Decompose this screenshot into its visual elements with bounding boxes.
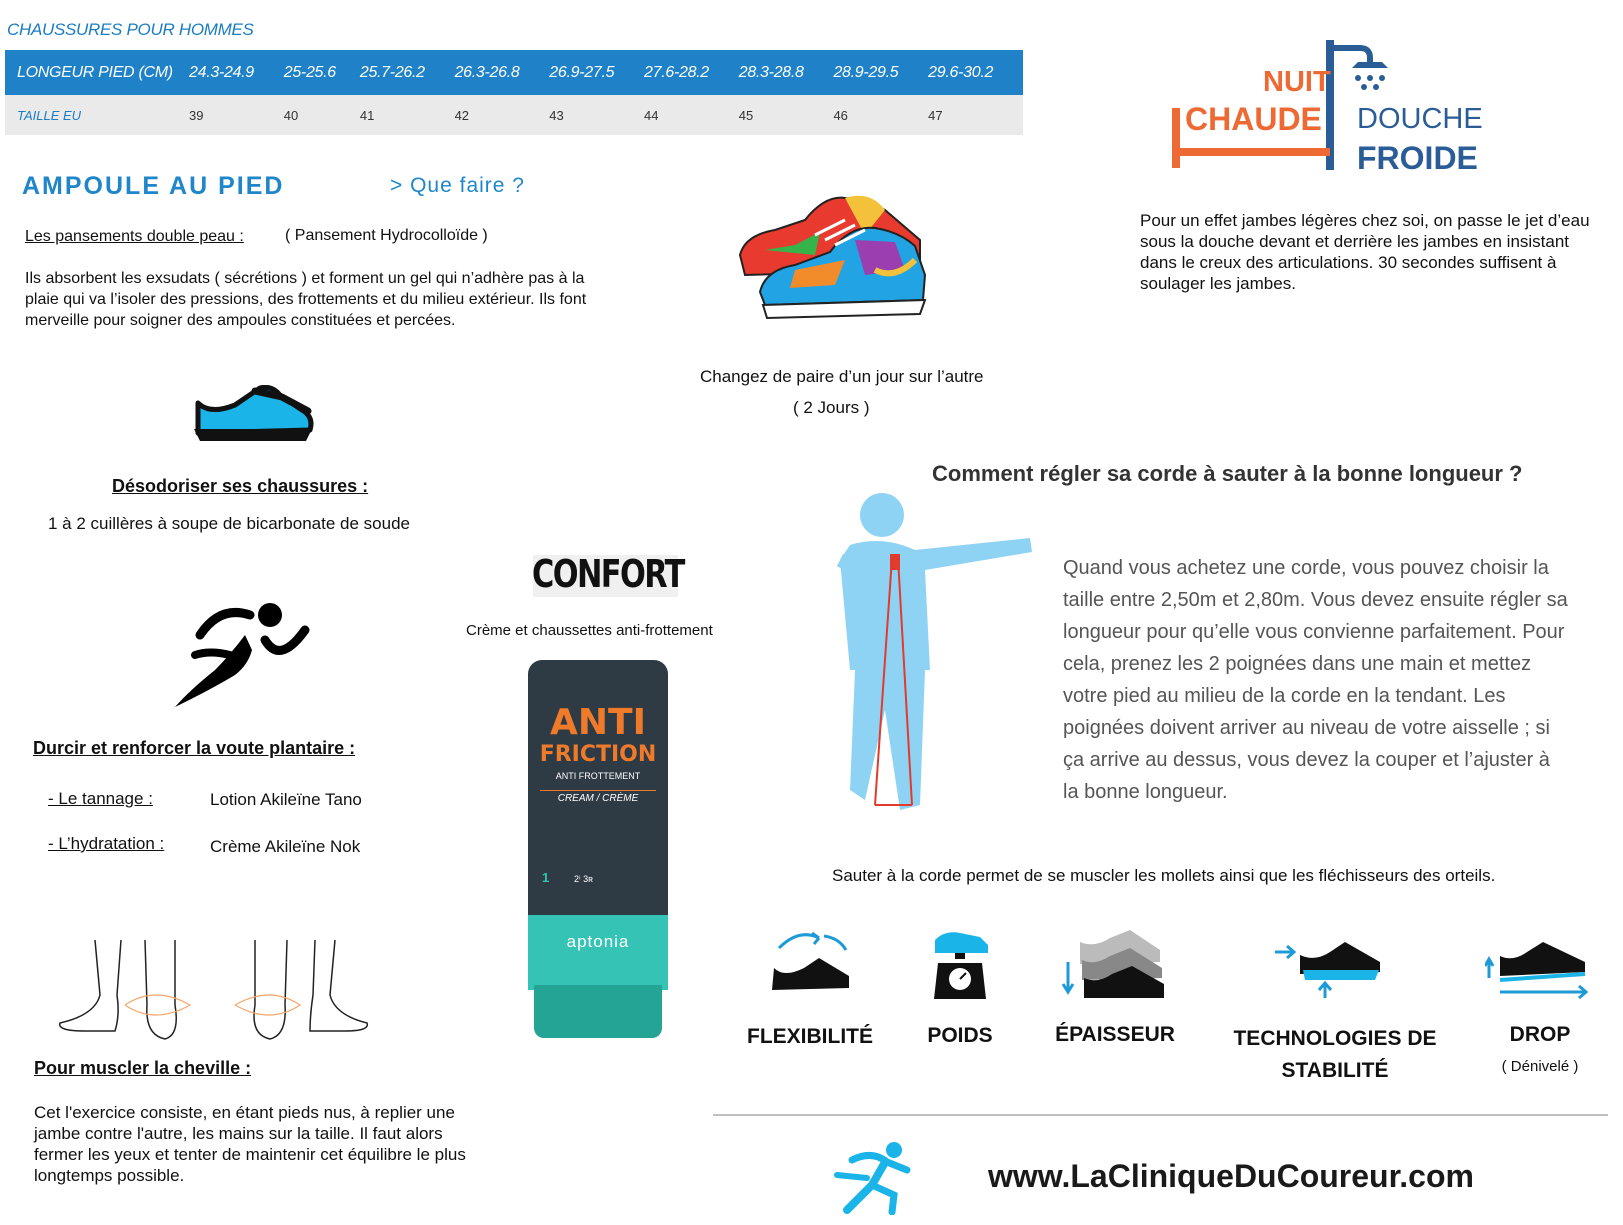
eu-size-cell: 41 bbox=[360, 95, 455, 135]
logo-froide-text: FROIDE bbox=[1357, 140, 1478, 176]
blister-subheading: > Que faire ? bbox=[390, 174, 525, 197]
size-chart-header-row bbox=[5, 50, 1023, 95]
size-chart-row-label: TAILLE EU bbox=[5, 95, 189, 135]
logo-chaude-text: CHAUDE bbox=[1185, 101, 1322, 137]
arch-item-label: - Le tannage : bbox=[48, 789, 153, 808]
foot-length-cell: 27.6-28.2 bbox=[644, 50, 739, 95]
jump-rope-figure-illustration bbox=[830, 490, 1035, 825]
foot-length-cell: 25.7-26.2 bbox=[360, 50, 455, 95]
shower-text: Pour un effet jambes légères chez soi, on passe le jet d’eau sous la douche devant et derrière les jambes en insistant dans le creux des articulations. 30 secondes suffisent à soulager les jambes. bbox=[1140, 211, 1590, 293]
eu-size-cell: 42 bbox=[455, 95, 550, 135]
feature-drop-label: DROP bbox=[1509, 1023, 1571, 1046]
feature-weight-label: POIDS bbox=[927, 1024, 993, 1047]
tube-badge-sub: 2ⁱ 3ʀ bbox=[574, 874, 593, 884]
shoe-rotation-line2: ( 2 Jours ) bbox=[793, 398, 870, 417]
eu-size-cell: 39 bbox=[189, 95, 284, 135]
eu-size-cell: 46 bbox=[833, 95, 928, 135]
eu-size-cell: 44 bbox=[644, 95, 739, 135]
confort-subtitle: Crème et chaussettes anti-frottement bbox=[466, 622, 713, 639]
size-chart-table bbox=[5, 50, 1023, 135]
foot-length-cell: 29.6-30.2 bbox=[928, 50, 1023, 95]
arch-item-value: Lotion Akileïne Tano bbox=[210, 790, 362, 809]
logo-nuit-text: NUIT bbox=[1263, 66, 1331, 98]
tube-cream-text: CREAM / CRÈME bbox=[557, 793, 639, 804]
stability-icon bbox=[1275, 930, 1390, 1000]
foot-length-cell: 26.3-26.8 bbox=[455, 50, 550, 95]
anti-friction-cream-tube bbox=[528, 660, 668, 1038]
footer-divider bbox=[713, 1114, 1608, 1116]
rope-note: Sauter à la corde permet de se muscler les mollets ainsi que les fléchisseurs des orteils. bbox=[832, 866, 1496, 885]
bandage-label: Les pansements double peau : bbox=[25, 228, 244, 245]
feature-flexibility-label: FLEXIBILITÉ bbox=[747, 1025, 873, 1048]
foot-length-cell: 24.3-24.9 bbox=[189, 50, 284, 95]
drop-icon bbox=[1485, 938, 1590, 1000]
runner-blue-icon bbox=[832, 1140, 917, 1215]
ankle-exercise-illustration bbox=[55, 935, 375, 1045]
eu-size-cell: 40 bbox=[284, 95, 360, 135]
runner-pictogram-icon bbox=[170, 595, 315, 715]
arch-item-label: - L’hydratation : bbox=[48, 834, 165, 853]
weight-icon bbox=[930, 925, 990, 1003]
website-url[interactable]: www.LaCliniqueDuCoureur.com bbox=[988, 1158, 1474, 1194]
blister-heading: AMPOULE AU PIED bbox=[22, 172, 285, 200]
arch-title: Durcir et renforcer la voute plantaire : bbox=[33, 738, 356, 758]
eu-size-cell: 47 bbox=[928, 95, 1023, 135]
bandage-note: ( Pansement Hydrocolloïde ) bbox=[285, 227, 488, 244]
thickness-icon bbox=[1060, 922, 1170, 1000]
tube-friction-text: FRICTION bbox=[539, 742, 657, 767]
foot-length-cell: 28.3-28.8 bbox=[739, 50, 834, 95]
tube-badge: 1 bbox=[542, 870, 550, 885]
rope-title: Comment régler sa corde à sauter à la bonne longueur ? bbox=[932, 461, 1523, 486]
rope-text: Quand vous achetez une corde, vous pouvez choisir la taille entre 2,50m et 2,80m. Vous devez ensuite régler sa longueur pour qu’elle vous convienne parfaitement. Pour cela, prenez les 2 poignées dans une main et mettez votre pied au milieu de la corde en la tendant. Les poignées doivent arriver au niveau de votre aisselle ; si ça arrive au dessus, vous devez la couper et l’ajuster à la bonne longueur. bbox=[1063, 557, 1568, 803]
shoe-rotation-line1: Changez de paire d’un jour sur l’autre bbox=[700, 367, 984, 386]
size-chart-header-label: LONGEUR PIED (CM) bbox=[5, 50, 189, 95]
foot-length-cell: 28.9-29.5 bbox=[833, 50, 928, 95]
tube-anti-text: ANTI bbox=[550, 702, 646, 743]
size-chart-eu-row bbox=[5, 95, 1023, 135]
feature-thickness-label: ÉPAISSEUR bbox=[1055, 1023, 1175, 1046]
tube-anti-frottement-text: ANTI FROTTEMENT bbox=[555, 771, 641, 781]
eu-size-cell: 43 bbox=[549, 95, 644, 135]
feature-stability-label: TECHNOLOGIES DE STABILITÉ bbox=[1233, 1027, 1437, 1082]
eu-size-cell: 45 bbox=[739, 95, 834, 135]
logo-douche-text: DOUCHE bbox=[1357, 103, 1483, 135]
running-shoe-icon bbox=[190, 385, 315, 445]
ankle-text: Cet l'exercice consiste, en étant pieds nus, à replier une jambe contre l'autre, les mains sur la taille. Il faut alors fermer les yeux et tenter de maintenir cet équilibre le plus longtemps possible. bbox=[34, 1103, 466, 1185]
deodorize-text: 1 à 2 cuillères à soupe de bicarbonate de soude bbox=[48, 514, 410, 533]
deodorize-title: Désodoriser ses chaussures : bbox=[112, 476, 369, 496]
ankle-title: Pour muscler la cheville : bbox=[34, 1058, 252, 1078]
foot-length-cell: 25-25.6 bbox=[284, 50, 360, 95]
arch-item-value: Crème Akileïne Nok bbox=[210, 837, 361, 856]
bandage-text: Ils absorbent les exsudats ( sécrétions ) et forment un gel qui n’adhère pas à la plaie qui va l’isoler des pressions, des frottements et du milieu extérieur. Ils font merveille pour soigner des ampoules constituées et percées. bbox=[25, 270, 587, 329]
flexibility-icon bbox=[764, 928, 856, 1000]
feature-drop-sub: ( Dénivelé ) bbox=[1501, 1058, 1579, 1075]
tube-brand: aptonia bbox=[566, 932, 630, 951]
size-chart-title: CHAUSSURES POUR HOMMES bbox=[7, 20, 254, 39]
colorful-sneakers-illustration bbox=[735, 180, 930, 325]
confort-title: CONFORT bbox=[532, 552, 684, 596]
foot-length-cell: 26.9-27.5 bbox=[549, 50, 644, 95]
